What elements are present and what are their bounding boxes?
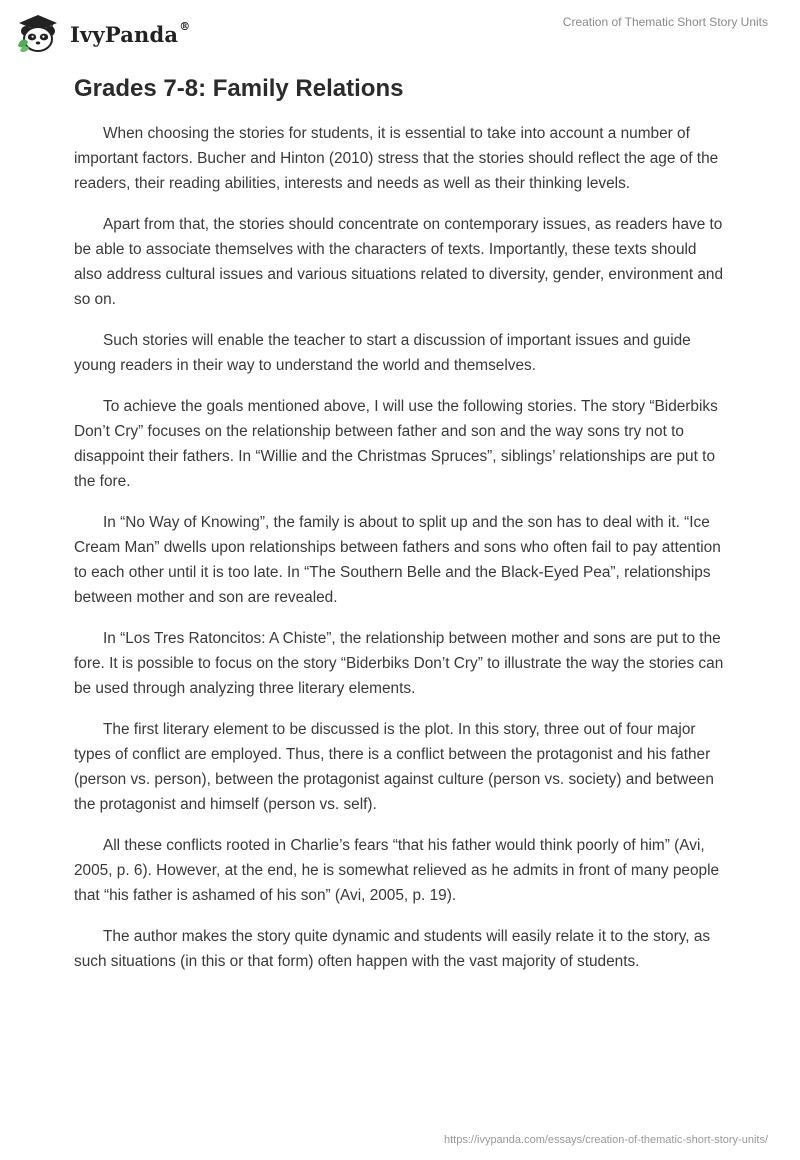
registered-mark: ® <box>179 19 191 33</box>
paragraph: In “No Way of Knowing”, the family is about to split up and the son has to deal with it. “Ice Cream Man” dwells upon relationships between fathers and sons who often fail to pay attention to each other until it is too late. In “The Southern Belle and the Black-Eyed Pea”, relationships between mother and son are revealed. <box>74 514 721 606</box>
document-title: Creation of Thematic Short Story Units <box>562 15 768 29</box>
panda-graduation-cap-icon <box>14 12 62 54</box>
article-body <box>74 121 726 990</box>
paragraph: When choosing the stories for students, it is essential to take into account a number of important factors. Bucher and Hinton (2010) stress that the stories should reflect the age of the readers, their reading abilities, interests and needs as well as their thinking levels. <box>74 125 719 192</box>
brand-name: IvyPanda® <box>70 19 191 47</box>
paragraph: Such stories will enable the teacher to start a discussion of important issues and guide young readers in their way to understand the world and themselves. <box>74 332 691 374</box>
paragraph: Apart from that, the stories should concentrate on contemporary issues, as readers have to be able to associate themselves with the characters of texts. Importantly, these texts should also address cultural issues and various situations related to diversity, gender, environment and so on. <box>74 216 724 308</box>
page-title: Grades 7-8: Family Relations <box>74 75 404 102</box>
paragraph: To achieve the goals mentioned above, I will use the following stories. The story “Biderbiks Don’t Cry” focuses on the relationship between father and son and the way sons try not to disappoint their fathers. In “Willie and the Christmas Spruces”, siblings’ relationships are put to the fore. <box>74 398 718 490</box>
paragraph: The first literary element to be discussed is the plot. In this story, three out of four major types of conflict are employed. Thus, there is a conflict between the protagonist and his father (person vs. person), between the protagonist against culture (person vs. society) and between the protagonist and himself (person vs. self). <box>74 721 714 813</box>
footer-source-url[interactable]: https://ivypanda.com/essays/creation-of-thematic-short-story-units/ <box>443 1134 768 1146</box>
brand-logo[interactable] <box>14 11 190 55</box>
paragraph: In “Los Tres Ratoncitos: A Chiste”, the relationship between mother and sons are put to the fore. It is possible to focus on the story “Biderbiks Don’t Cry” to illustrate the way the stories can be used through analyzing three literary elements. <box>74 630 724 697</box>
paragraph: All these conflicts rooted in Charlie’s fears “that his father would think poorly of him” (Avi, 2005, p. 6). However, at the end, he is somewhat relieved as he admits in front of many people that “his father is ashamed of his son” (Avi, 2005, p. 19). <box>74 837 720 904</box>
paragraph: The author makes the story quite dynamic and students will easily relate it to the story, as such situations (in this or that form) often happen with the vast majority of students. <box>74 928 711 970</box>
page-header <box>0 0 800 64</box>
